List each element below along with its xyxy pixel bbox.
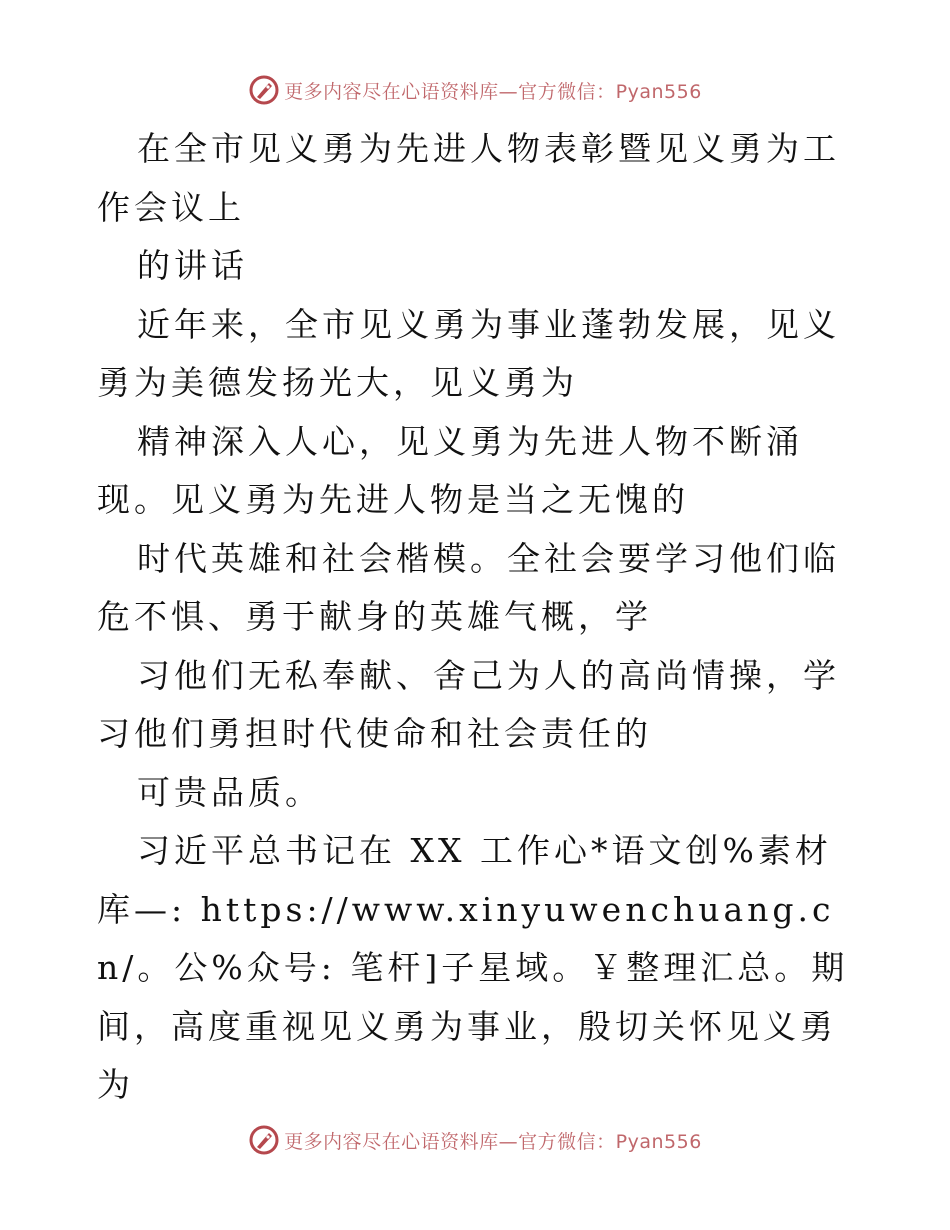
header-banner-text: 更多内容尽在心语资料库—官方微信：Pyan556	[284, 80, 702, 103]
document-title-line-1: 在全市见义勇为先进人物表彰暨见义勇为工作会议上	[97, 129, 840, 227]
header-banner	[0, 70, 950, 110]
document-body	[97, 120, 857, 1115]
footer-banner-text: 更多内容尽在心语资料库—官方微信：Pyan556	[284, 1130, 702, 1153]
paragraph: 可贵品质。	[137, 772, 322, 812]
footer-banner	[0, 1120, 950, 1160]
paragraph: 时代英雄和社会楷模。全社会要学习他们临危不惧、勇于献身的英雄气概，学	[97, 538, 840, 636]
document-title-line-2: 的讲话	[137, 246, 248, 285]
paragraph: 习他们无私奉献、舍己为人的高尚情操，学习他们勇担时代使命和社会责任的	[97, 655, 840, 753]
paragraph: 习近平总书记在 XX 工作心*语文创%素材库—: https://www.xinyuwenchuang.cn/。公%众号: 笔杆]子星域。￥整理汇总。期间，高度重视见义勇为事业，殷切关怀见义勇为	[97, 831, 849, 1104]
paragraph: 近年来，全市见义勇为事业蓬勃发展，见义勇为美德发扬光大，见义勇为	[97, 304, 840, 402]
pen-nib-icon	[248, 74, 280, 106]
paragraph: 精神深入人心，见义勇为先进人物不断涌现。见义勇为先进人物是当之无愧的	[97, 421, 803, 519]
pen-nib-icon	[248, 1124, 280, 1156]
